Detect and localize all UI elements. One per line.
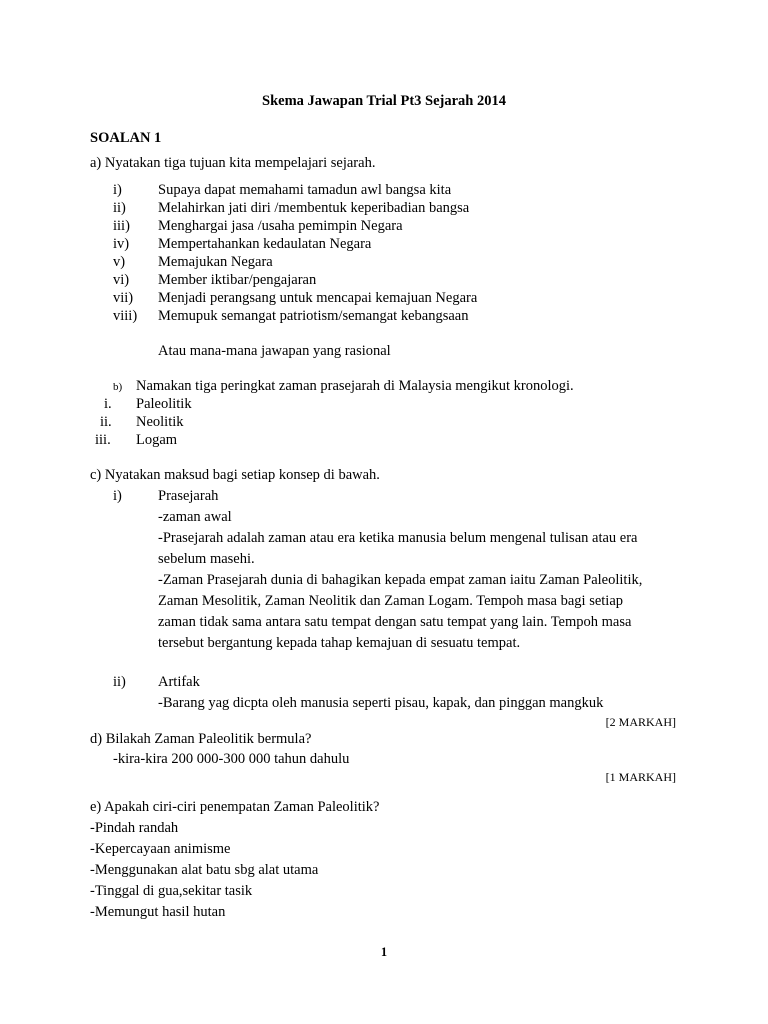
list-num: iii) <box>113 218 130 234</box>
question-a: a) Nyatakan tiga tujuan kita mempelajari sejarah. <box>90 155 376 171</box>
list-item: -Pindah randah <box>90 820 179 836</box>
answer-note: Atau mana-mana jawapan yang rasional <box>158 343 391 359</box>
list-num: i. <box>104 396 112 412</box>
list-num: iv) <box>113 236 130 252</box>
list-item: Supaya dapat memahami tamadun awl bangsa kita <box>158 182 452 198</box>
concept-line: -Barang yag dicpta oleh manusia seperti pisau, kapak, dan pinggan mangkuk <box>158 695 604 711</box>
section-heading: SOALAN 1 <box>90 130 162 146</box>
mark-label: [2 MARKAH] <box>605 715 676 729</box>
concept-term: Prasejarah <box>158 488 219 504</box>
concept-term: Artifak <box>158 674 200 690</box>
concept-line: zaman tidak sama antara satu tempat dengan satu tempat yang lain. Tempoh masa <box>158 614 632 630</box>
list-num: ii) <box>113 674 126 690</box>
concept-line: -Zaman Prasejarah dunia di bahagikan kepada empat zaman iaitu Zaman Paleolitik, <box>158 572 643 588</box>
list-item: Memupuk semangat patriotism/semangat kebangsaan <box>158 308 469 324</box>
list-num: iii. <box>95 432 111 448</box>
concept-line: -zaman awal <box>158 509 232 525</box>
list-item: -Memungut hasil hutan <box>90 904 226 920</box>
list-num: vii) <box>113 290 134 306</box>
list-item: -Kepercayaan animisme <box>90 841 231 857</box>
list-num: v) <box>113 254 126 270</box>
list-item: Melahirkan jati diri /membentuk keperibadian bangsa <box>158 200 470 216</box>
list-item: Memajukan Negara <box>158 254 273 270</box>
list-item: Paleolitik <box>136 396 192 412</box>
page-title: Skema Jawapan Trial Pt3 Sejarah 2014 <box>262 93 506 109</box>
list-num: i) <box>113 488 122 504</box>
mark-label: [1 MARKAH] <box>605 770 676 784</box>
list-item: Menghargai jasa /usaha pemimpin Negara <box>158 218 403 234</box>
question-e: e) Apakah ciri-ciri penempatan Zaman Paleolitik? <box>90 799 380 815</box>
question-b-label: b) <box>113 381 123 393</box>
answer-d: -kira-kira 200 000-300 000 tahun dahulu <box>113 751 350 767</box>
list-item: Logam <box>136 432 178 448</box>
concept-line: -Prasejarah adalah zaman atau era ketika manusia belum mengenal tulisan atau era <box>158 530 638 546</box>
list-item: -Tinggal di gua,sekitar tasik <box>90 883 253 899</box>
concept-line: sebelum masehi. <box>158 551 255 567</box>
list-item: Menjadi perangsang untuk mencapai kemajuan Negara <box>158 290 478 306</box>
question-d: d) Bilakah Zaman Paleolitik bermula? <box>90 731 312 747</box>
list-item: Neolitik <box>136 414 184 430</box>
list-num: i) <box>113 182 122 198</box>
page-number: 1 <box>380 945 388 959</box>
list-num: ii. <box>100 414 112 430</box>
list-item: -Menggunakan alat batu sbg alat utama <box>90 862 319 878</box>
question-b: Namakan tiga peringkat zaman prasejarah di Malaysia mengikut kronologi. <box>136 378 574 394</box>
list-num: ii) <box>113 200 126 216</box>
list-num: viii) <box>113 308 138 324</box>
question-c: c) Nyatakan maksud bagi setiap konsep di bawah. <box>90 467 380 483</box>
list-item: Mempertahankan kedaulatan Negara <box>158 236 372 252</box>
list-item: Member iktibar/pengajaran <box>158 272 317 288</box>
concept-line: tersebut bergantung kepada tahap kemajuan di sesuatu tempat. <box>158 635 521 651</box>
list-num: vi) <box>113 272 130 288</box>
concept-line: Zaman Mesolitik, Zaman Neolitik dan Zaman Logam. Tempoh masa bagi setiap <box>158 593 624 609</box>
